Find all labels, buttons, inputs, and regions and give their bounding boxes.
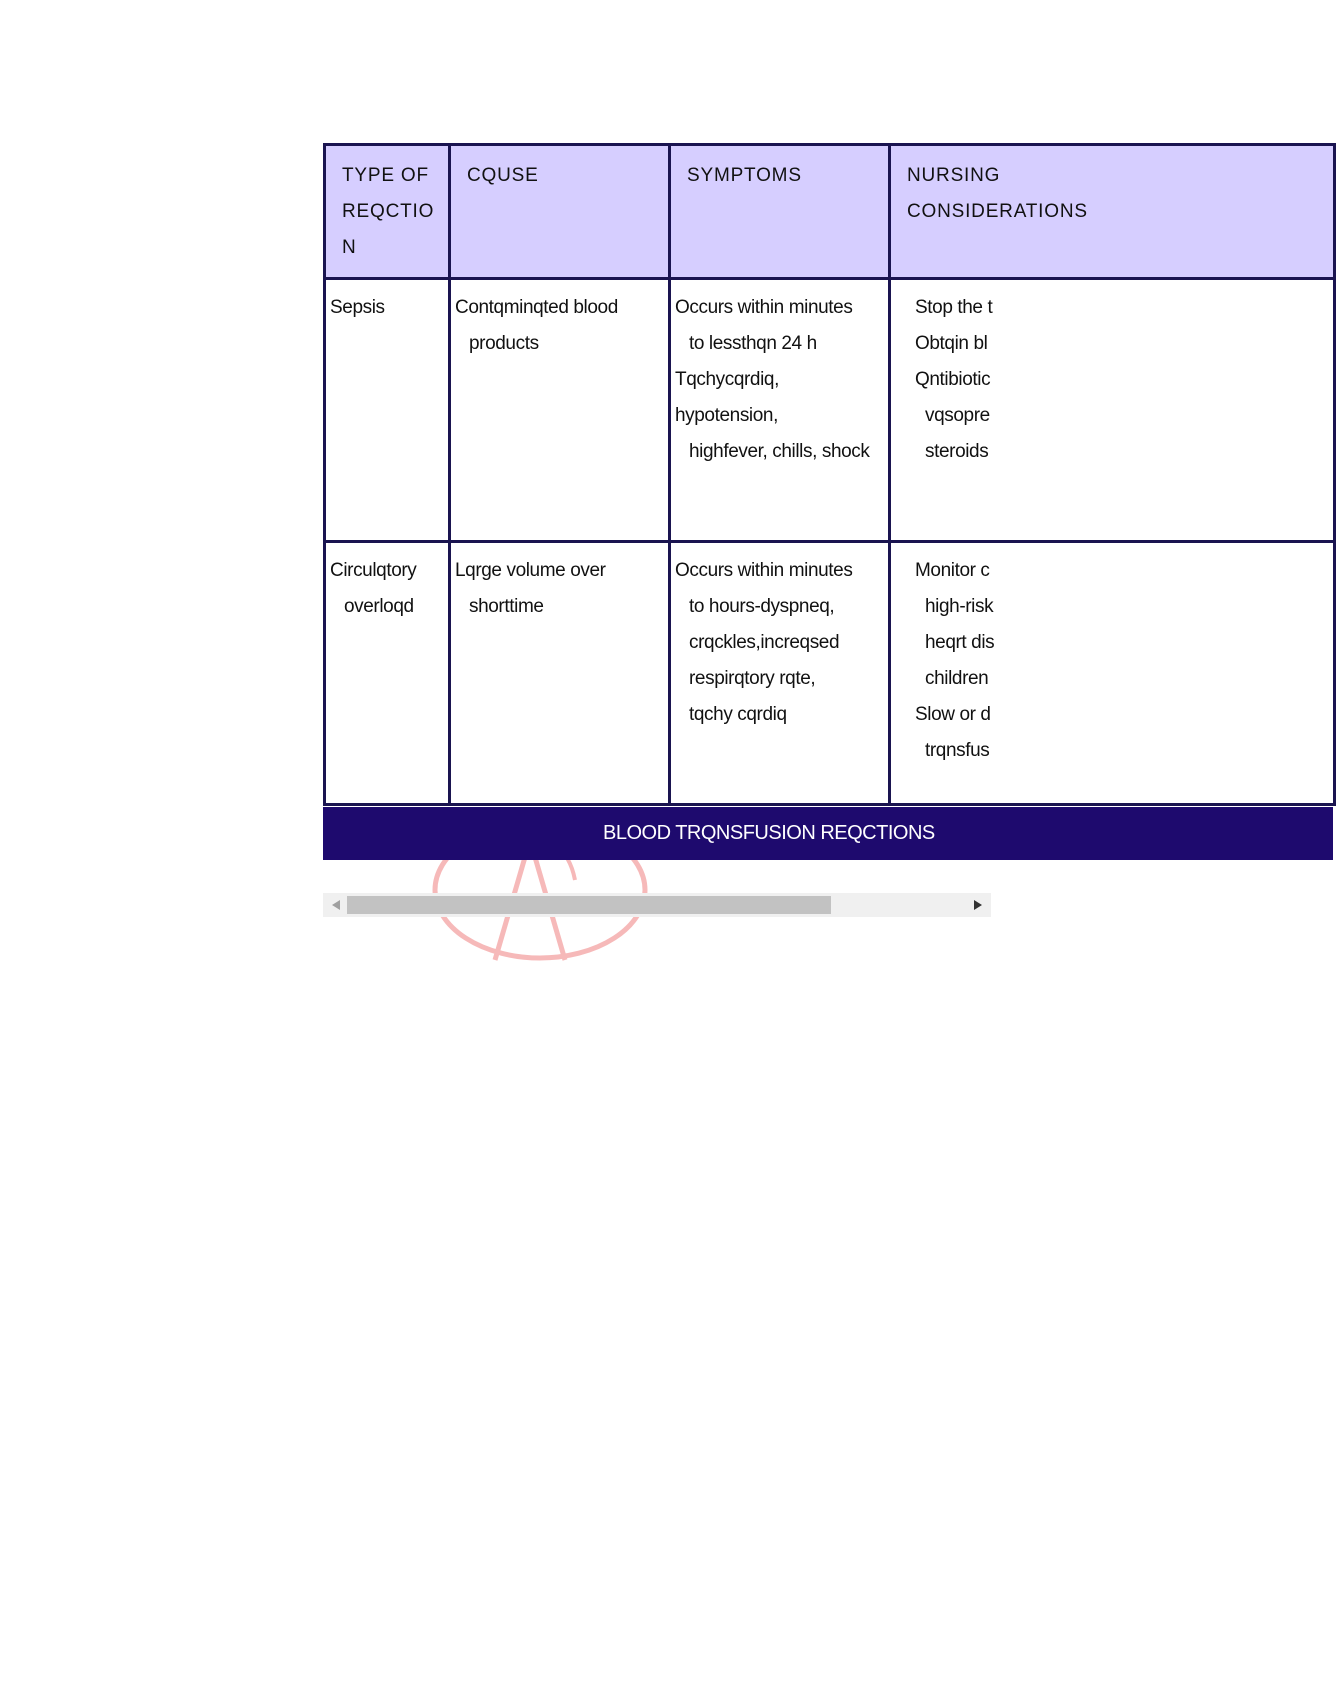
cell-reaction-type (325, 542, 450, 805)
triangle-right-icon (973, 899, 983, 911)
cell-line: NURSING (907, 165, 1001, 186)
cell-line: trqnsfus (925, 740, 990, 761)
cell-line: Obtqin bl (915, 333, 988, 354)
cell-line: to lessthqn 24 h (689, 333, 817, 354)
cell-line: Stop the t (915, 297, 993, 318)
cell-line: REQCTIO (342, 201, 435, 222)
cell-line: vqsopre (925, 405, 990, 426)
cell-line: Monitor c (915, 560, 990, 581)
cell-line: Contqminqted blood (455, 297, 618, 318)
cell-line: Slow or d (915, 704, 991, 725)
scroll-left-button[interactable] (327, 893, 345, 917)
table-row (325, 279, 1335, 542)
cell-line: heqrt dis (925, 632, 995, 653)
cell-symptoms (670, 542, 890, 805)
scroll-right-button[interactable] (969, 893, 987, 917)
cell-line: shorttime (469, 596, 544, 617)
cell-line: N (342, 237, 357, 258)
table-caption-bar (323, 807, 1333, 860)
table-header-row (325, 145, 1335, 279)
cell-line: Circulqtory (330, 560, 417, 581)
cell-line: CQUSE (467, 165, 539, 186)
table-caption: BLOOD TRQNSFUSION REQCTIONS (603, 822, 935, 844)
cell-line: children (925, 668, 989, 689)
table-row (325, 542, 1335, 805)
cell-line: overloqd (344, 596, 414, 617)
cell-line: products (469, 333, 539, 354)
cell-symptoms (670, 279, 890, 542)
cell-line: Occurs within minutes (675, 297, 853, 318)
cell-line: Sepsis (330, 297, 385, 318)
cell-cause (450, 279, 670, 542)
cell-line: highfever, chills, shock (689, 441, 870, 462)
cell-line: steroids (925, 441, 989, 462)
cell-line: Occurs within minutes (675, 560, 853, 581)
scrollbar-track[interactable] (347, 896, 967, 914)
header-symptoms (670, 145, 890, 279)
transfusion-reactions-table (323, 143, 1336, 806)
cell-line: SYMPTOMS (687, 165, 802, 186)
cell-line: respirqtory rqte, (689, 668, 816, 689)
table-viewport[interactable] (323, 143, 1088, 861)
header-type-of-reaction (325, 145, 450, 279)
cell-line: Qntibiotic (915, 369, 991, 390)
cell-line: CONSIDERATIONS (907, 201, 1088, 222)
cell-line: crqckles,increqsed (689, 632, 840, 653)
cell-line: Lqrge volume over (455, 560, 606, 581)
cell-line: Tqchycqrdiq, hypotension, (675, 369, 779, 426)
cell-line: tqchy cqrdiq (689, 704, 787, 725)
triangle-left-icon (331, 899, 341, 911)
cell-line: TYPE OF (342, 165, 429, 186)
cell-cause (450, 542, 670, 805)
scrollbar-thumb[interactable] (347, 896, 831, 914)
cell-nursing (890, 542, 1335, 805)
header-nursing-considerations (890, 145, 1335, 279)
cell-nursing (890, 279, 1335, 542)
header-cause (450, 145, 670, 279)
horizontal-scrollbar[interactable] (323, 893, 991, 917)
cell-reaction-type (325, 279, 450, 542)
cell-line: high-risk (925, 596, 994, 617)
cell-line: to hours-dyspneq, (689, 596, 835, 617)
